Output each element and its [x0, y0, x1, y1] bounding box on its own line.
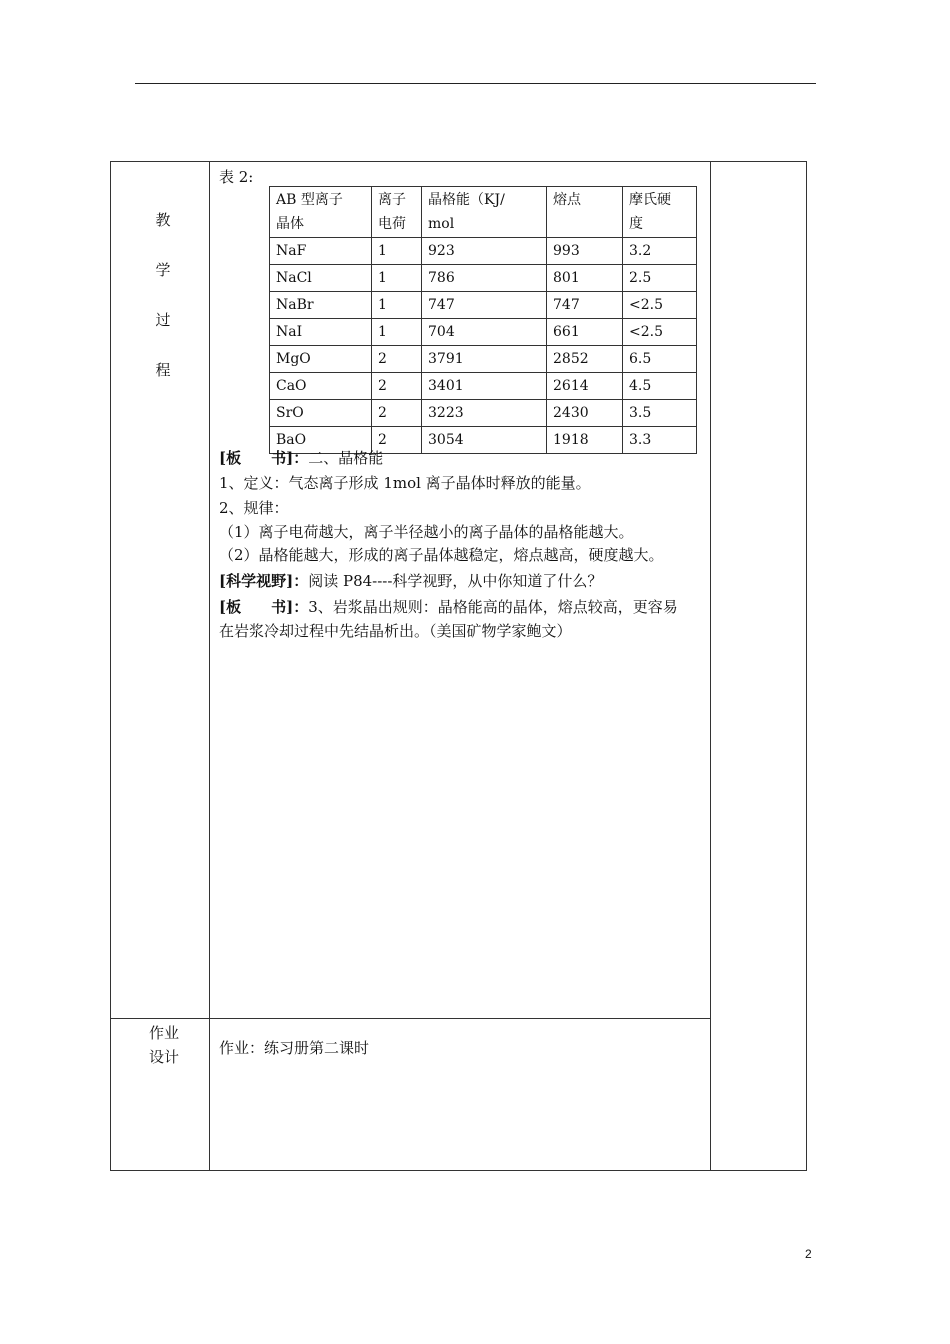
table-cell: 2 [372, 373, 422, 400]
rule-1: （1）离子电荷越大，离子半径越小的离子晶体的晶格能越大。 [219, 523, 634, 541]
table-cell: 3054 [422, 427, 547, 454]
lattice-energy-table [269, 186, 697, 454]
table-cell: 2614 [547, 373, 623, 400]
board-text: 3、岩浆晶出规则：晶格能高的晶体，熔点较高，更容易 [308, 598, 678, 616]
board-text-continued: 在岩浆冷却过程中先结晶析出。（美国矿物学家鲍文） [219, 622, 572, 640]
science-tag: [科学视野]： [219, 572, 309, 590]
board-text: 二、晶格能 [308, 449, 384, 467]
board-tag: [板 书]： [219, 598, 309, 616]
table-cell: 2430 [547, 400, 623, 427]
column-header: 晶格能（KJ/ mol [422, 187, 547, 238]
table-cell: 3223 [422, 400, 547, 427]
table-cell: 747 [422, 292, 547, 319]
table-cell: 993 [547, 238, 623, 265]
table-cell: NaI [270, 319, 372, 346]
process-char: 程 [155, 361, 171, 379]
table-cell: 3791 [422, 346, 547, 373]
homework-text: 作业：练习册第二课时 [219, 1039, 370, 1057]
column-header: 熔点 [547, 187, 623, 238]
homework-label-line: 作业 [148, 1024, 179, 1042]
table-cell: 704 [422, 319, 547, 346]
table-cell: 1918 [547, 427, 623, 454]
table-cell: 3.5 [623, 400, 697, 427]
table-cell: 786 [422, 265, 547, 292]
process-char: 学 [155, 261, 171, 279]
table-cell: CaO [270, 373, 372, 400]
table-row [270, 265, 697, 292]
definition: 1、定义：气态离子形成 1mol 离子晶体时释放的能量。 [219, 474, 591, 492]
row-divider [111, 1018, 711, 1019]
table-cell: NaBr [270, 292, 372, 319]
table-cell: 3401 [422, 373, 547, 400]
table-cell: 1 [372, 238, 422, 265]
table-cell: 923 [422, 238, 547, 265]
table-header-row [270, 187, 697, 238]
board-heading-2 [219, 595, 714, 619]
table-cell: 801 [547, 265, 623, 292]
board-tag: [板 书]： [219, 449, 309, 467]
table-cell: 2 [372, 427, 422, 454]
table-cell: NaF [270, 238, 372, 265]
table-cell: NaCl [270, 265, 372, 292]
table-cell: 3.3 [623, 427, 697, 454]
column-header: 摩氏硬 度 [623, 187, 697, 238]
table-row [270, 238, 697, 265]
column-header: AB 型离子 晶体 [270, 187, 372, 238]
rule-2: （2）晶格能越大，形成的离子晶体越稳定，熔点越高，硬度越大。 [219, 546, 664, 564]
table-cell: <2.5 [623, 319, 697, 346]
table-row [270, 346, 697, 373]
homework-label-line: 设计 [148, 1048, 179, 1066]
lesson-table [110, 161, 807, 1171]
table-row [270, 373, 697, 400]
table-cell: 1 [372, 292, 422, 319]
table-cell: 2.5 [623, 265, 697, 292]
table-cell: 1 [372, 319, 422, 346]
table-row [270, 319, 697, 346]
science-text: 阅读 P84----科学视野，从中你知道了什么？ [308, 572, 603, 590]
table-cell: 2 [372, 346, 422, 373]
table-cell: BaO [270, 427, 372, 454]
table-cell: 4.5 [623, 373, 697, 400]
column-header: 离子 电荷 [372, 187, 422, 238]
page-number: 2 [805, 1247, 812, 1261]
table-cell: 3.2 [623, 238, 697, 265]
table-cell: MgO [270, 346, 372, 373]
table-row [270, 292, 697, 319]
header-rule [135, 83, 816, 84]
table-cell: <2.5 [623, 292, 697, 319]
table-cell: 747 [547, 292, 623, 319]
table-cell: 2 [372, 400, 422, 427]
process-char: 过 [155, 311, 171, 329]
table-cell: 1 [372, 265, 422, 292]
table-cell: 6.5 [623, 346, 697, 373]
table-row [270, 400, 697, 427]
table-cell: 661 [547, 319, 623, 346]
rules-title: 2、规律： [219, 499, 289, 517]
process-char: 教 [155, 211, 171, 229]
table-cell: SrO [270, 400, 372, 427]
table-label: 表 2: [219, 168, 254, 186]
science-view [219, 569, 714, 593]
table-cell: 2852 [547, 346, 623, 373]
board-heading-1 [219, 446, 714, 470]
